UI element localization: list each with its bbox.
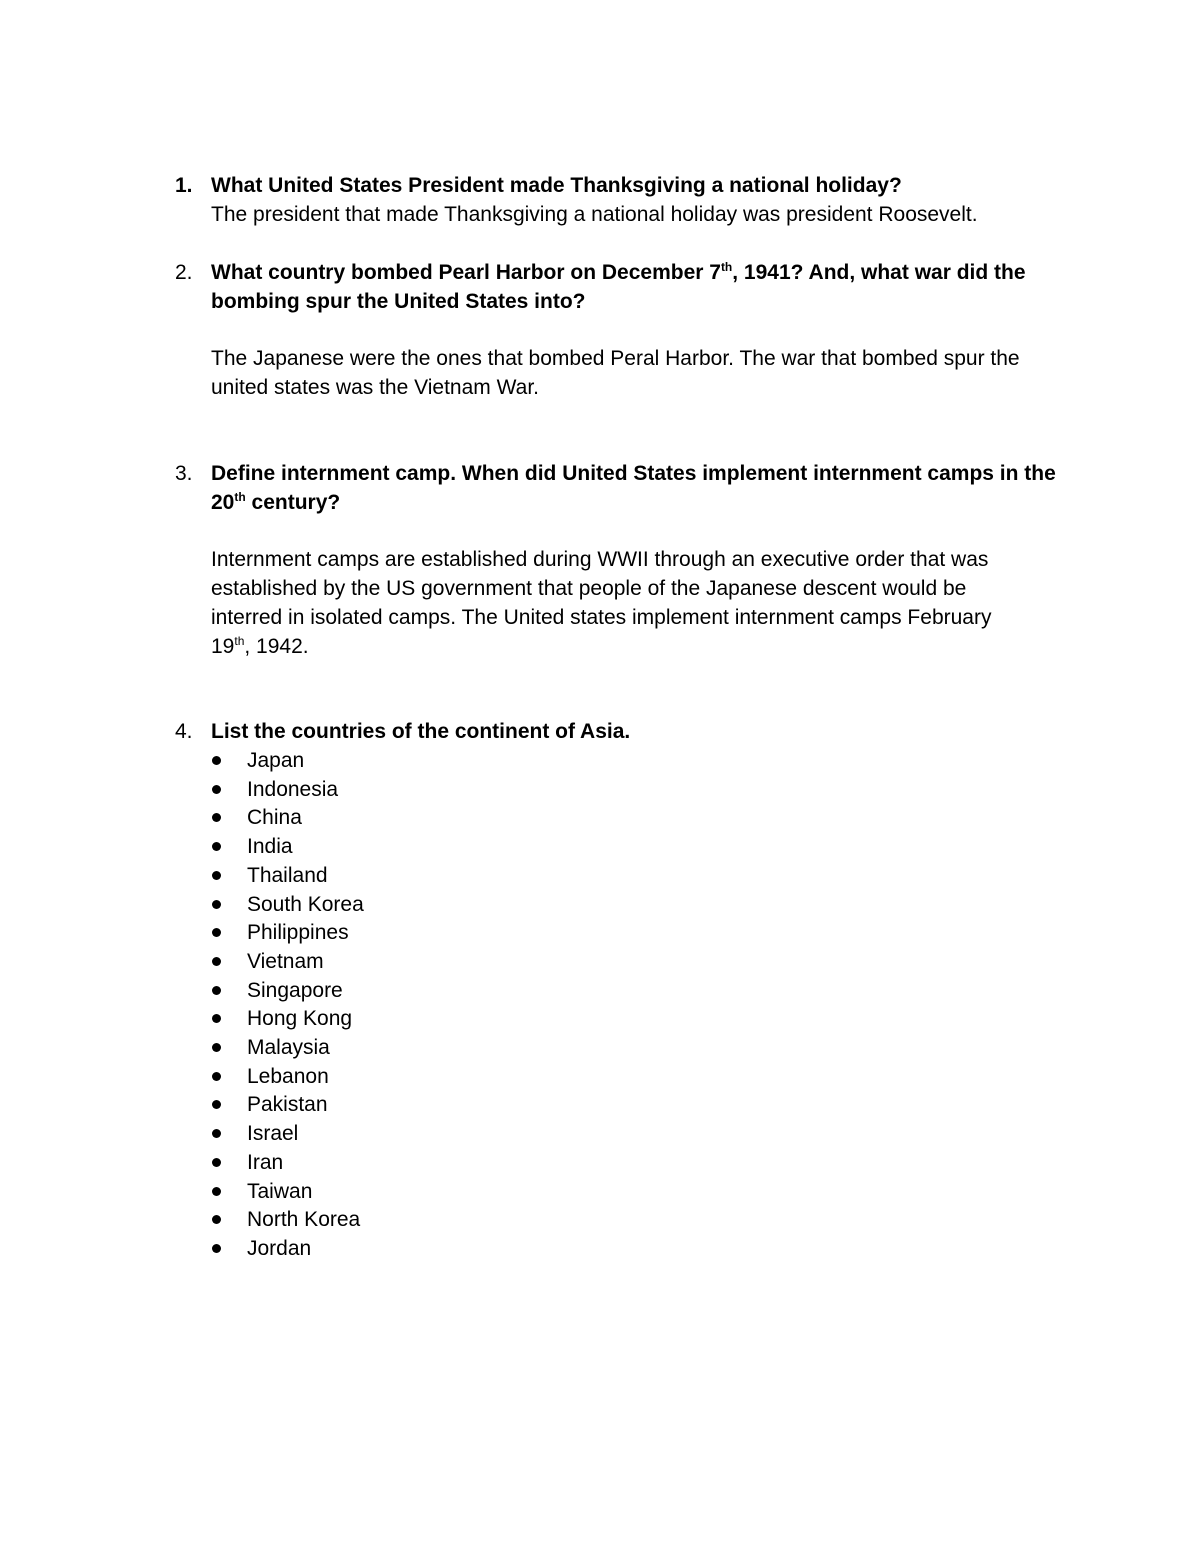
country-item: Taiwan bbox=[247, 1179, 313, 1203]
country-item: Israel bbox=[247, 1122, 299, 1146]
bullet-icon bbox=[212, 785, 221, 794]
bullet-icon bbox=[212, 1129, 221, 1138]
answer-3-line-3: interred in isolated camps. The United states implement internment camps February bbox=[211, 606, 992, 629]
country-item: Philippines bbox=[247, 921, 349, 945]
bullet-icon bbox=[212, 1072, 221, 1081]
question-4-text: List the countries of the continent of Asia. bbox=[211, 720, 631, 743]
answer-3-line-4-part-a: 19 bbox=[211, 635, 235, 658]
question-3-line-2-part-b: century? bbox=[245, 491, 341, 514]
country-item: Hong Kong bbox=[247, 1007, 353, 1031]
country-item: Iran bbox=[247, 1150, 284, 1174]
answer-3-line-4-part-b: , 1942. bbox=[244, 635, 309, 658]
bullet-icon bbox=[212, 871, 221, 880]
answer-3-superscript: th bbox=[234, 634, 245, 648]
country-item: China bbox=[247, 806, 302, 830]
bullet-icon bbox=[212, 1244, 221, 1253]
question-1-text: What United States President made Thanksgiving a national holiday? bbox=[211, 174, 902, 197]
bullet-icon bbox=[212, 756, 221, 765]
country-item: Jordan bbox=[247, 1236, 312, 1260]
question-3-line-1: Define internment camp. When did United States implement internment camps in the bbox=[211, 462, 1056, 485]
question-3-number: 3. bbox=[175, 462, 193, 485]
country-item: Singapore bbox=[247, 978, 343, 1002]
answer-3-line-2: established by the US government that people of the Japanese descent would be bbox=[211, 577, 967, 600]
bullet-icon bbox=[212, 900, 221, 909]
country-item: Indonesia bbox=[247, 777, 339, 801]
answer-2-line-1: The Japanese were the ones that bombed Peral Harbor. The war that bombed spur the bbox=[211, 347, 1020, 370]
answer-2-line-2: united states was the Vietnam War. bbox=[211, 376, 540, 399]
country-item: Vietnam bbox=[247, 949, 324, 973]
question-3-line-2-part-a: 20 bbox=[211, 491, 235, 514]
country-item: Lebanon bbox=[247, 1064, 329, 1088]
question-2-line-1-part-a: What country bombed Pearl Harbor on December 7 bbox=[211, 261, 721, 284]
question-3-superscript: th bbox=[234, 490, 246, 504]
country-item: Pakistan bbox=[247, 1093, 328, 1117]
answer-3-line-4 bbox=[211, 632, 309, 661]
question-2-number: 2. bbox=[175, 261, 193, 284]
question-3-line-2 bbox=[211, 488, 340, 517]
question-2-line-1-part-b: , 1941? And, what war did the bbox=[732, 261, 1026, 284]
question-2-line-2: bombing spur the United States into? bbox=[211, 290, 586, 313]
country-item: Malaysia bbox=[247, 1036, 330, 1059]
answer-3-line-1: Internment camps are established during WWII through an executive order that was bbox=[211, 548, 989, 571]
bullet-icon bbox=[212, 986, 221, 995]
country-item: Japan bbox=[247, 749, 305, 772]
bullet-icon bbox=[212, 928, 221, 937]
question-1-number: 1. bbox=[175, 174, 193, 197]
bullet-icon bbox=[212, 957, 221, 966]
answer-1-text: The president that made Thanksgiving a national holiday was president Roosevelt. bbox=[211, 203, 978, 226]
bullet-icon bbox=[212, 1043, 221, 1052]
bullet-icon bbox=[212, 813, 221, 822]
bullet-icon bbox=[212, 1158, 221, 1167]
question-4-number: 4. bbox=[175, 720, 193, 743]
bullet-icon bbox=[212, 1014, 221, 1023]
country-item: South Korea bbox=[247, 892, 364, 916]
question-2-superscript: th bbox=[720, 260, 733, 274]
bullet-icon bbox=[212, 1187, 221, 1196]
bullet-icon bbox=[212, 1215, 221, 1224]
bullet-icon bbox=[212, 842, 221, 851]
country-item: India bbox=[247, 835, 293, 859]
question-2-line-1 bbox=[211, 258, 1026, 287]
country-item: North Korea bbox=[247, 1208, 361, 1232]
bullet-icon bbox=[212, 1100, 221, 1109]
country-item: Thailand bbox=[247, 863, 328, 887]
